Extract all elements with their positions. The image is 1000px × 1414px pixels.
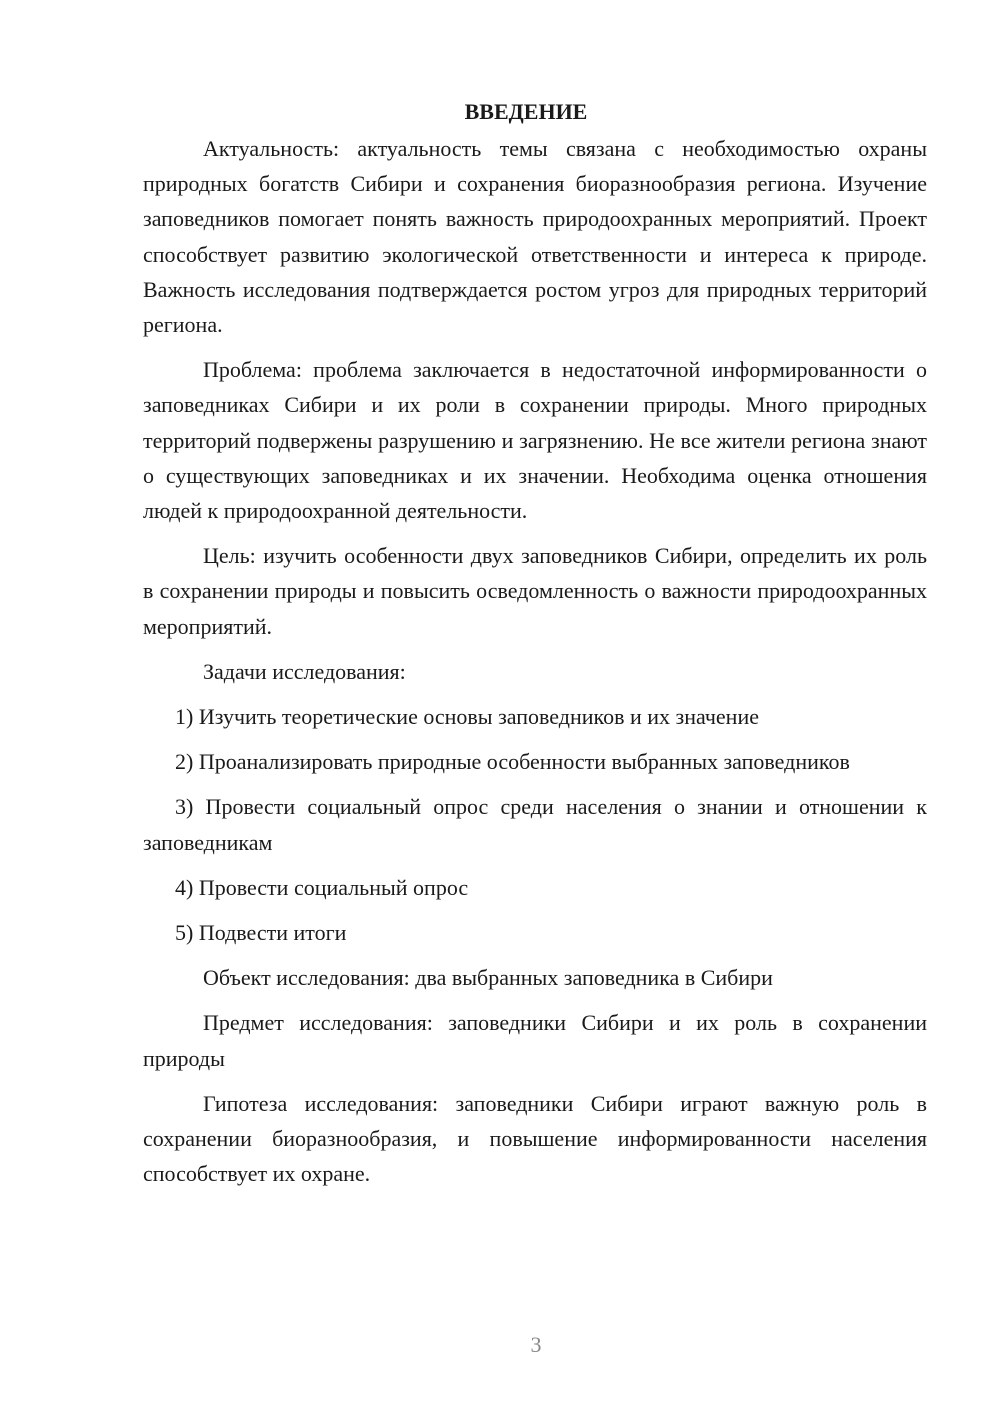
problem-paragraph: Проблема: проблема заключается в недостаточной информированности о заповедниках Сибири и их роли в сохранении природы. Много природных территорий подвержены разрушению и загрязнению. Не все жители региона знают о существующих заповедниках и их значении. Необходима оценка отношения людей к природоохранной деятельности. xyxy=(143,357,927,524)
task-item: 2) Проанализировать природные особенности выбранных заповедников xyxy=(175,749,850,775)
task-item: 3) Провести социальный опрос среди населения о знании и отношении к заповедникам xyxy=(143,794,927,855)
task-item: 5) Подвести итоги xyxy=(175,920,347,946)
document-page xyxy=(143,96,927,1191)
relevance-paragraph: Актуальность: актуальность темы связана с необходимостью охраны природных богатств Сибири и сохранения биоразнообразия региона. Изучение заповедников помогает понять важность природоохранных мероприятий. Проект способствует развитию экологической ответственности и интереса к природе. Важность исследования подтверждается ростом угроз для природных территорий региона. xyxy=(143,136,927,338)
hypothesis-paragraph: Гипотеза исследования: заповедники Сибири играют важную роль в сохранении биоразнообразия, и повышение информированности населения способствует их охране. xyxy=(143,1090,927,1187)
task-item: 1) Изучить теоретические основы заповедников и их значение xyxy=(175,704,759,730)
goal-paragraph: Цель: изучить особенности двух заповедников Сибири, определить их роль в сохранении природы и повысить осведомленность о важности природоохранных мероприятий. xyxy=(143,543,927,639)
section-heading-text: ВВЕДЕНИЕ xyxy=(464,99,588,124)
task-item: 4) Провести социальный опрос xyxy=(175,874,469,900)
section-heading xyxy=(143,96,927,131)
page-number: 3 xyxy=(530,1332,542,1357)
tasks-heading: Задачи исследования: xyxy=(203,658,406,684)
object-paragraph: Объект исследования: два выбранных заповедника в Сибири xyxy=(203,965,773,991)
subject-paragraph: Предмет исследования: заповедники Сибири и их роль в сохранении природы xyxy=(143,1010,927,1071)
